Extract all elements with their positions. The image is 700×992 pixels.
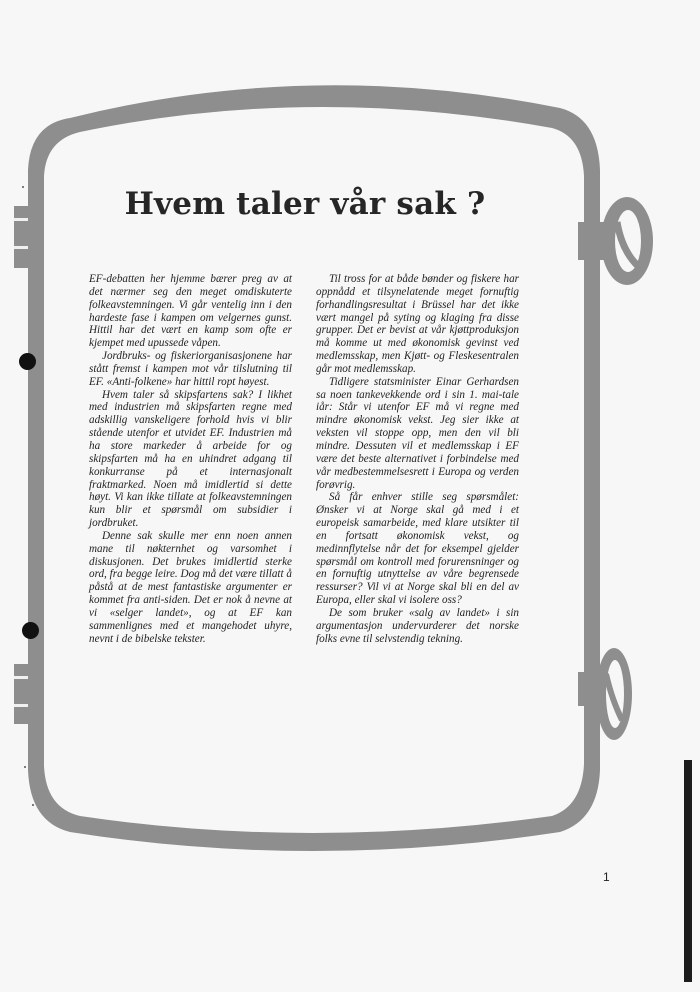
punch-hole-bottom — [22, 622, 39, 639]
article-title: Hvem taler vår sak ? — [124, 186, 486, 222]
paragraph: Hvem taler så skipsfartens sak? I likhet med industrien må skipsfarten regne med adskillig vanskeligere forhold hvis vi blir stående utenfor et utvidet EF. Industrien må ha store markeder å arbeide for og skipsfarten må ha en uhindret adgang til konkurranse på et internasjonalt fraktmarked. Noen må imidlertid si dette høyt. Vi kan ikke tillate at folkeavstemningen kun blir et spørsmål om subsidier i jordbruket. — [89, 388, 292, 530]
paragraph: EF-debatten her hjemme bærer preg av at det nærmer seg den meget omdiskuterte folkeavstemningen. Vi går ventelig inn i den hardeste fase i kampen om velgernes gunst. Hittil har det vært en kamp som ofte er kjempet med upussede våpen. — [89, 273, 292, 350]
article-column-left — [89, 273, 292, 645]
paragraph: De som bruker «salg av landet» i sin argumentasjon undervurderer det norske folks evne til selvstendig tekning. — [316, 606, 519, 645]
paragraph: Denne sak skulle mer enn noen annen mane til nøkternhet og varsomhet i diskusjonen. Det brukes imidlertid sterke ord, fra begge leire. Dog må det være tillatt å påstå at de mest fantastiske argumenter er kommet fra anti-siden. Det er nok å nevne at vi «selger landet», og at EF kan sammenlignes med et mangehodet uhyre, nevnt i de bibelske tekster. — [89, 529, 292, 645]
punch-hole-top — [19, 353, 36, 370]
paragraph: Jordbruks- og fiskeriorganisasjonene har stått fremst i kampen mot vår tilslutning til EF. «Anti-folkene» har hittil ropt høyest. — [89, 350, 292, 388]
page-number: 1 — [603, 870, 610, 884]
speck — [32, 804, 34, 806]
paragraph: Til tross for at både bønder og fiskere har oppnådd et tilsynelatende meget fornuftig forhandlingsresultat i Brüssel har det ikke vært mangel på syting og klaging fra disse grupper. Det er bevist at vår kjøttproduksjon må komme ut med økonomisk gevinst ved medlemsskap, men Kjøtt- og Fleskesentralen går mot medlemsskap. — [316, 273, 519, 375]
scan-edge-mark — [684, 760, 692, 982]
paragraph: Så får enhver stille seg spørsmålet: Ønsker vi at Norge skal gå med i et europeisk samarbeide, med klare utsikter til en fortsatt økonomisk vekst, og medinnflytelse når det for eksempel gjelder spørsmål om kontroll med forurensninger og en fornuftig utnyttelse av våre begrensede ressurser? Vil vi at Norge skal bli en del av Europa, eller skal vi isolere oss? — [316, 491, 519, 607]
speck — [24, 766, 26, 768]
paragraph: Tidligere statsminister Einar Gerhardsen sa noen tankevekkende ord i sin 1. mai-tale iår: Står vi utenfor EF må vi regne med mindre økonomisk vekst. Jeg sier ikke at veksten vil stoppe opp, men den vil bli mindre. Dessuten vil et medlemsskap i EF være det beste alternativet i forbindelse med vår medbestemmelsesrett i Europa og verden forøvrig. — [316, 375, 519, 491]
speck — [22, 186, 24, 188]
article-column-right — [316, 273, 519, 645]
